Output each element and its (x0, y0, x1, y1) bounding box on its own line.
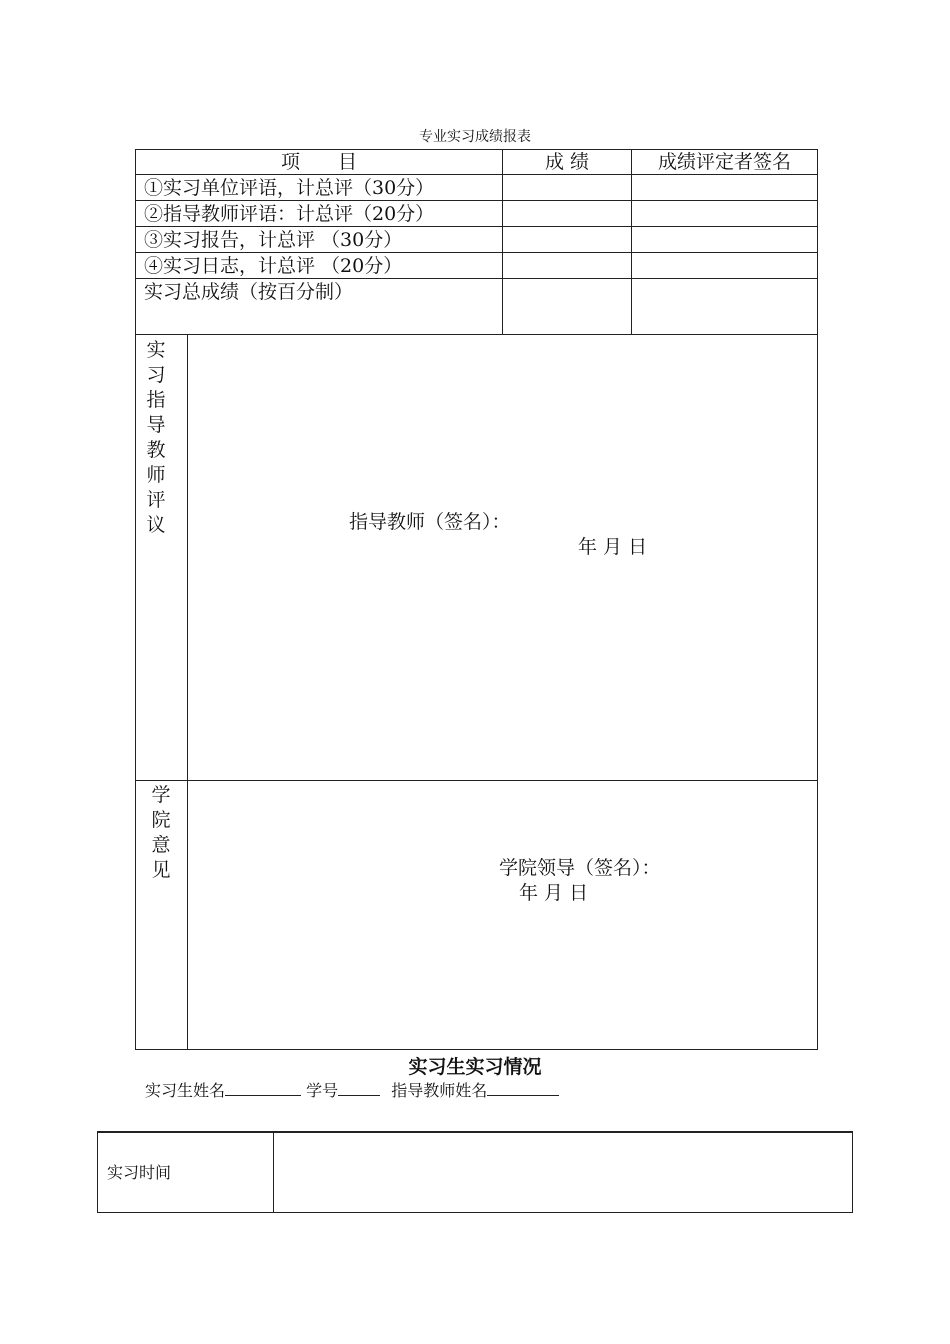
total-signer-cell[interactable] (632, 280, 817, 334)
row-label-2: ②指导教师评语：计总评（20分） (144, 203, 435, 225)
internship-time-table (97, 1131, 853, 1213)
student-id-label: 学号 (306, 1081, 339, 1100)
situation-title: 实习生实习情况 (408, 1056, 542, 1078)
divider (136, 174, 817, 175)
score-cell-3[interactable] (503, 228, 631, 252)
student-info-line (145, 1078, 559, 1101)
teacher-comment-area[interactable] (188, 335, 817, 780)
student-id-field[interactable] (338, 1081, 380, 1096)
divider (136, 278, 817, 279)
score-cell-1[interactable] (503, 176, 631, 200)
score-cell-4[interactable] (503, 254, 631, 278)
teacher-signature-label: 指导教师（签名）： (349, 511, 511, 533)
total-score-cell[interactable] (503, 280, 631, 334)
header-item: 项 目 (280, 151, 357, 173)
signer-cell-4[interactable] (632, 254, 817, 278)
signer-cell-1[interactable] (632, 176, 817, 200)
signer-cell-2[interactable] (632, 202, 817, 226)
teacher-name-field[interactable] (487, 1081, 559, 1096)
total-label: 实习总成绩（按百分制） (144, 281, 354, 303)
row-label-4: ④实习日志，计总评 （20分） (144, 255, 403, 277)
divider (136, 226, 817, 227)
header-signer: 成绩评定者签名 (657, 151, 791, 173)
teacher-comment-side-label: 实 习 指 导 教 师 评 议 (146, 339, 166, 536)
teacher-name-label: 指导教师姓名 (391, 1081, 488, 1100)
student-name-field[interactable] (225, 1081, 301, 1096)
divider (273, 1133, 274, 1212)
internship-time-label: 实习时间 (107, 1163, 172, 1182)
divider (136, 252, 817, 253)
college-opinion-side-label: 学 院 意 见 (151, 784, 171, 881)
teacher-date: 年 月 日 (578, 536, 648, 558)
header-score: 成 绩 (544, 151, 590, 173)
score-cell-2[interactable] (503, 202, 631, 226)
row-label-1: ①实习单位评语，计总评（30分） (144, 177, 435, 199)
row-label-3: ③实习报告，计总评 （30分） (144, 229, 403, 251)
form-title: 专业实习成绩报表 (419, 129, 531, 145)
divider (136, 200, 817, 201)
college-opinion-area[interactable] (188, 781, 817, 1049)
college-date: 年 月 日 (519, 882, 589, 904)
signer-cell-3[interactable] (632, 228, 817, 252)
student-name-label: 实习生姓名 (145, 1081, 226, 1100)
score-table (135, 149, 818, 1050)
college-signature-label: 学院领导（签名）： (499, 857, 661, 879)
internship-time-value[interactable] (275, 1133, 850, 1212)
